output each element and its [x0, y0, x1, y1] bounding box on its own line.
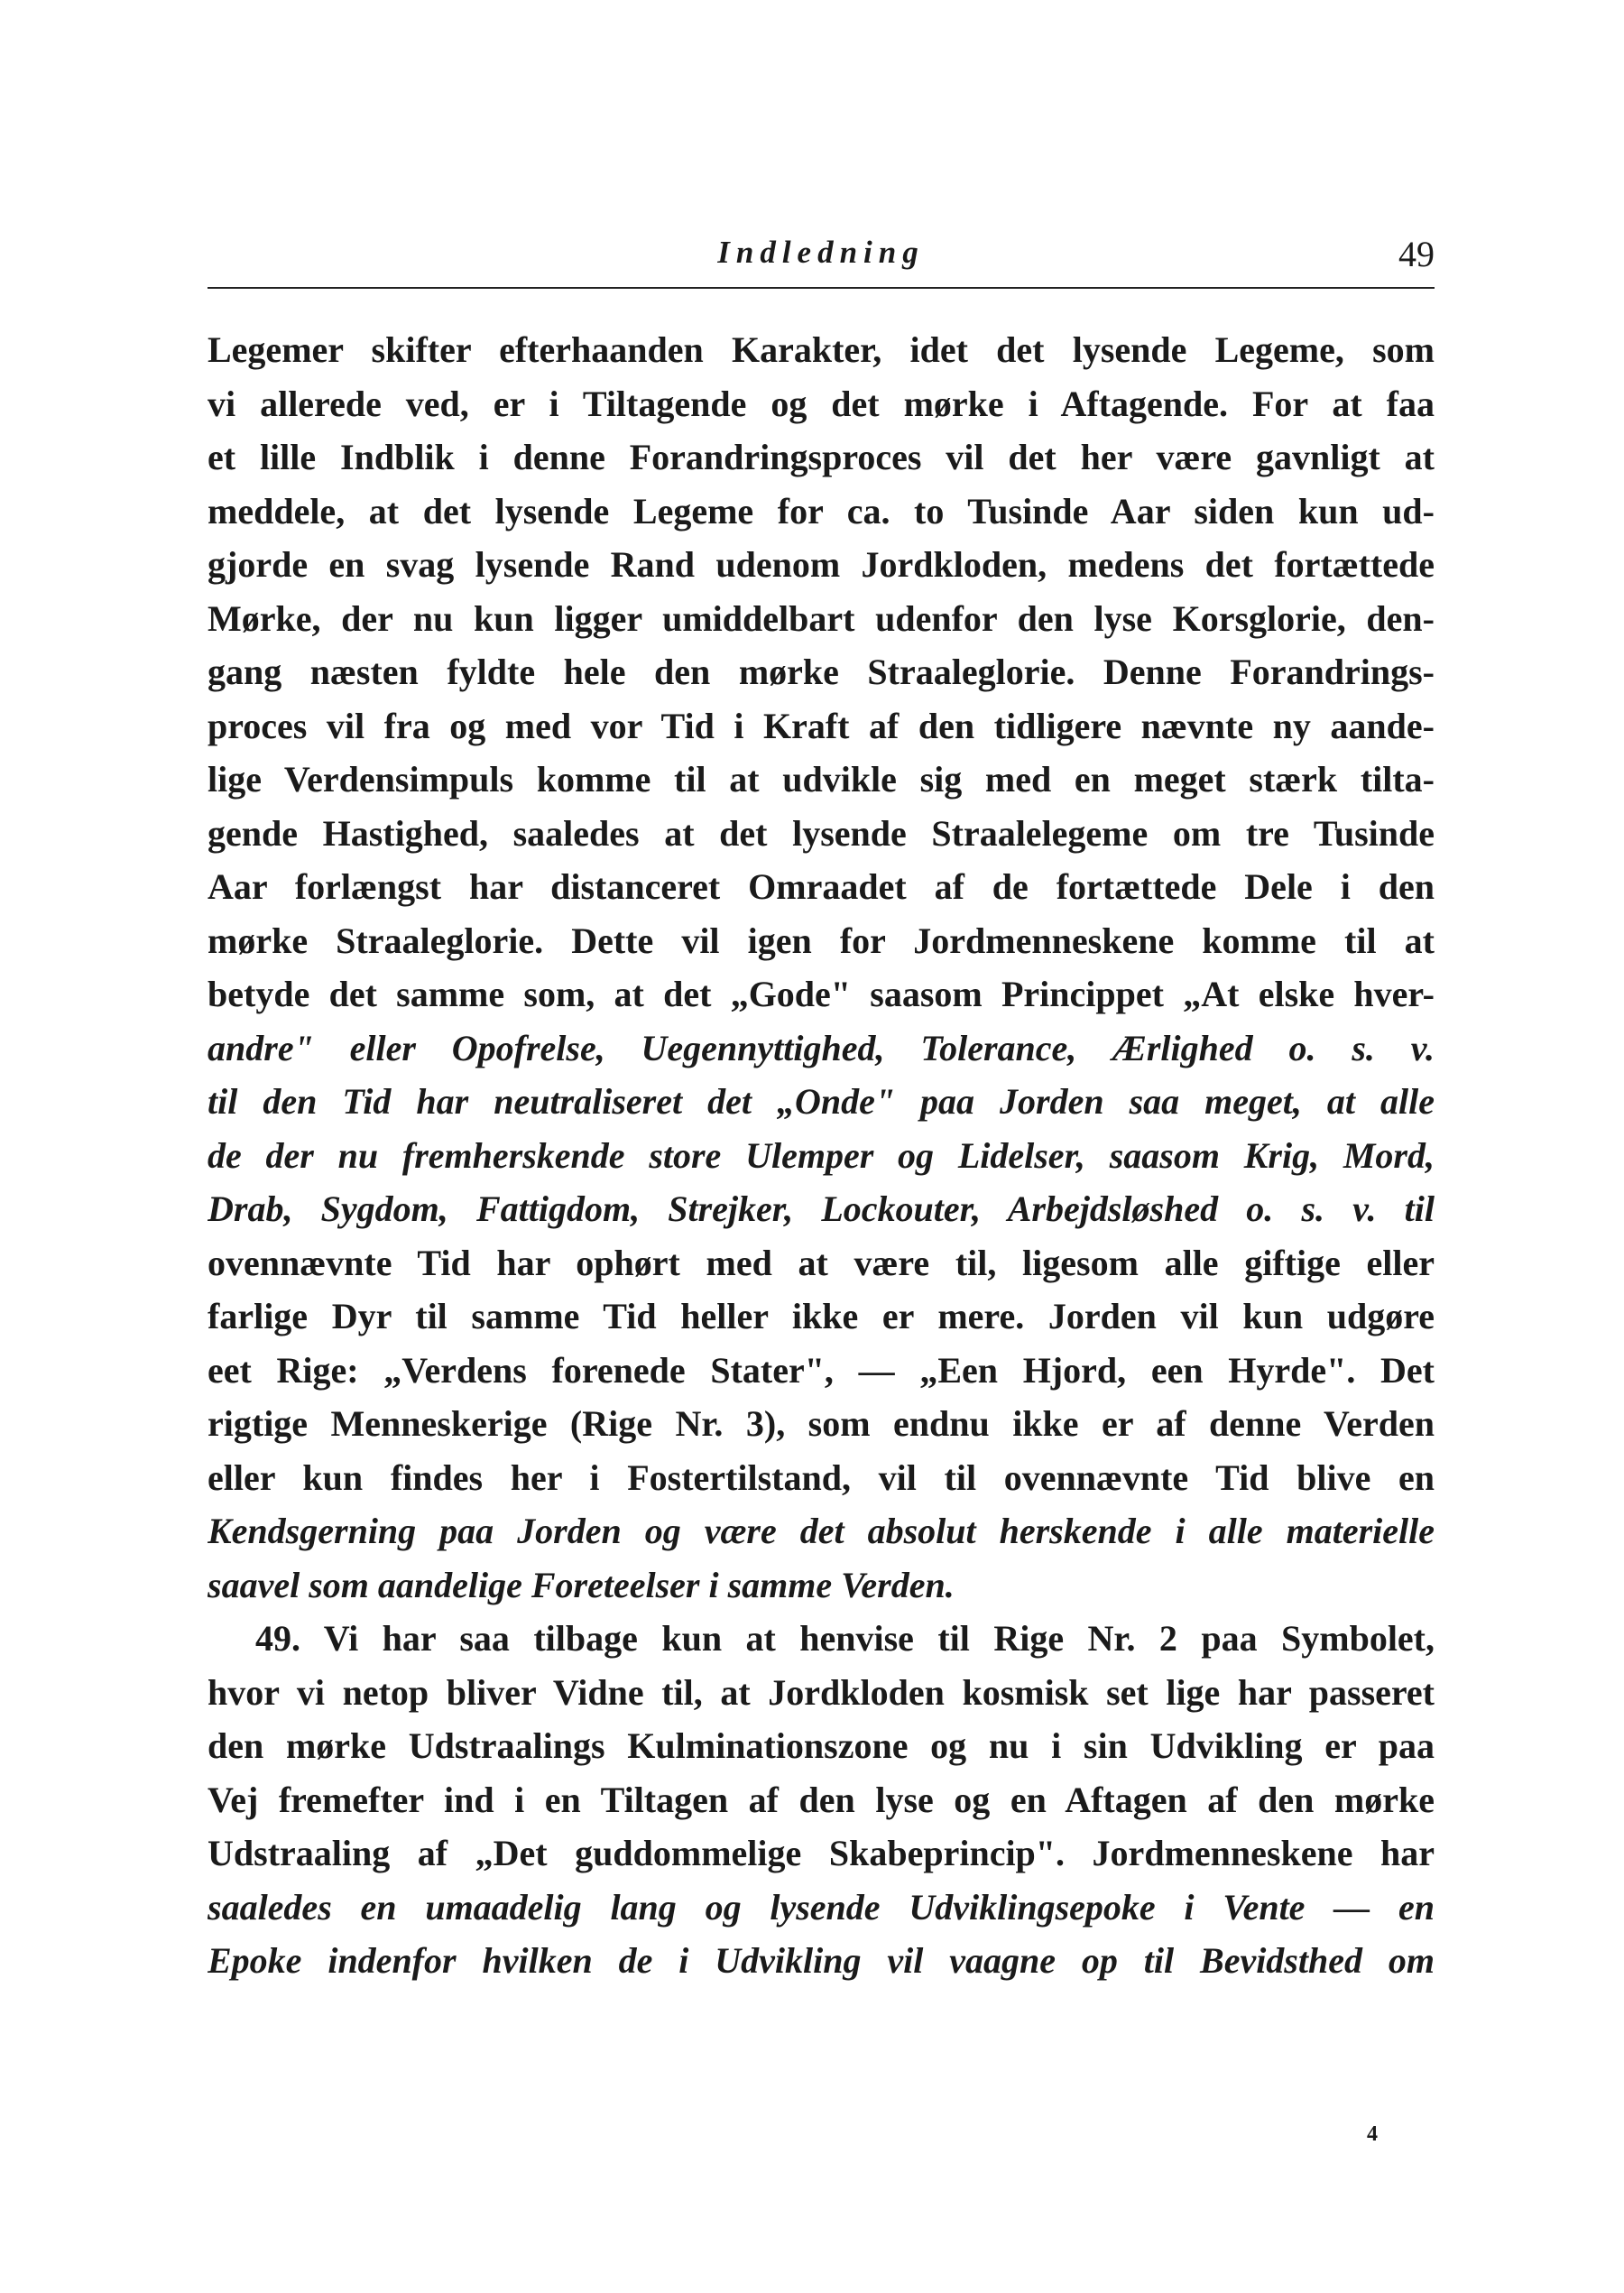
text-line: andre" eller Opofrelse, Uegennyttighed, Tolerance, Ærlighed o. s. v.: [208, 1027, 1435, 1068]
body-text: [208, 323, 1435, 1988]
text-line: gang næsten fyldte hele den mørke Straaleglorie. Denne Forandrings-: [208, 652, 1435, 692]
text-line: vi allerede ved, er i Tiltagende og det mørke i Aftagende. For at faa: [208, 383, 1435, 424]
text-line: til den Tid har neutraliseret det „Onde" paa Jorden saa meget, at alle: [208, 1081, 1435, 1122]
text-line: Mørke, der nu kun ligger umiddelbart udenfor den lyse Korsglorie, den-: [208, 597, 1435, 639]
text-line: Aar forlængst har distanceret Omraadet af de fortættede Dele i den: [208, 866, 1435, 907]
text-line: meddele, at det lysende Legeme for ca. to Tusinde Aar siden kun ud-: [208, 490, 1435, 532]
text-line: betyde det samme som, at det „Gode" saasom Princippet „At elske hver-: [208, 974, 1435, 1014]
text-line: saaledes en umaadelig lang og lysende Udviklingsepoke i Vente — en: [208, 1886, 1435, 1928]
text-line: rigtige Menneskerige (Rige Nr. 3), som endnu ikke er af denne Verden: [208, 1403, 1435, 1444]
text-line: eet Rige: „Verdens forenede Stater", — „Een Hjord, een Hyrde". Det: [208, 1349, 1435, 1391]
page-number: 49: [1398, 234, 1435, 274]
text-line: Kendsgerning paa Jorden og være det absolut herskende i alle materielle: [208, 1511, 1435, 1551]
text-line: Vej fremefter ind i en Tiltagen af den lyse og en Aftagen af den mørke: [208, 1779, 1435, 1820]
text-line: Udstraaling af „Det guddommelige Skabeprincip". Jordmenneskene har: [208, 1833, 1435, 1873]
text-line: ovennævnte Tid har ophørt med at være til, ligesom alle giftige eller: [208, 1242, 1435, 1283]
text-line: hvor vi netop bliver Vidne til, at Jordkloden kosmisk set lige har passeret: [208, 1671, 1435, 1713]
text-line: eller kun findes her i Fostertilstand, vil til ovennævnte Tid blive en: [208, 1456, 1435, 1498]
text-line: gjorde en svag lysende Rand udenom Jordkloden, medens det fortættede: [208, 544, 1435, 585]
text-line: et lille Indblik i denne Forandringsproces vil det her være gavnligt at: [208, 437, 1435, 477]
text-line: den mørke Udstraalings Kulminationszone og nu i sin Udvikling er paa: [208, 1725, 1435, 1766]
text-line: Drab, Sygdom, Fattigdom, Strejker, Lockouter, Arbejdsløshed o. s. v. til: [208, 1188, 1435, 1229]
running-header: [208, 224, 1435, 289]
text-line: saavel som aandelige Foreteelser i samme Verden.: [208, 1564, 955, 1605]
running-title: Indledning: [717, 235, 925, 270]
text-line: 49. Vi har saa tilbage kun at henvise til Rige Nr. 2 paa Symbolet,: [255, 1618, 1435, 1659]
text-line: farlige Dyr til samme Tid heller ikke er mere. Jorden vil kun udgøre: [208, 1296, 1435, 1336]
text-line: proces vil fra og med vor Tid i Kraft af den tidligere nævnte ny aande-: [208, 705, 1435, 746]
text-line: lige Verdensimpuls komme til at udvikle sig med en meget stærk tilta-: [208, 759, 1435, 800]
text-line: gende Hastighed, saaledes at det lysende Straalelegeme om tre Tusinde: [208, 812, 1435, 854]
text-line: Epoke indenfor hvilken de i Udvikling vil vaagne op til Bevidsthed om: [208, 1940, 1435, 1981]
text-line: mørke Straaleglorie. Dette vil igen for Jordmenneskene komme til at: [208, 920, 1435, 961]
text-line: Legemer skifter efterhaanden Karakter, idet det lysende Legeme, som: [208, 329, 1435, 370]
signature-mark: 4: [1367, 2122, 1378, 2146]
text-line: de der nu fremherskende store Ulemper og Lidelser, saasom Krig, Mord,: [208, 1134, 1435, 1176]
